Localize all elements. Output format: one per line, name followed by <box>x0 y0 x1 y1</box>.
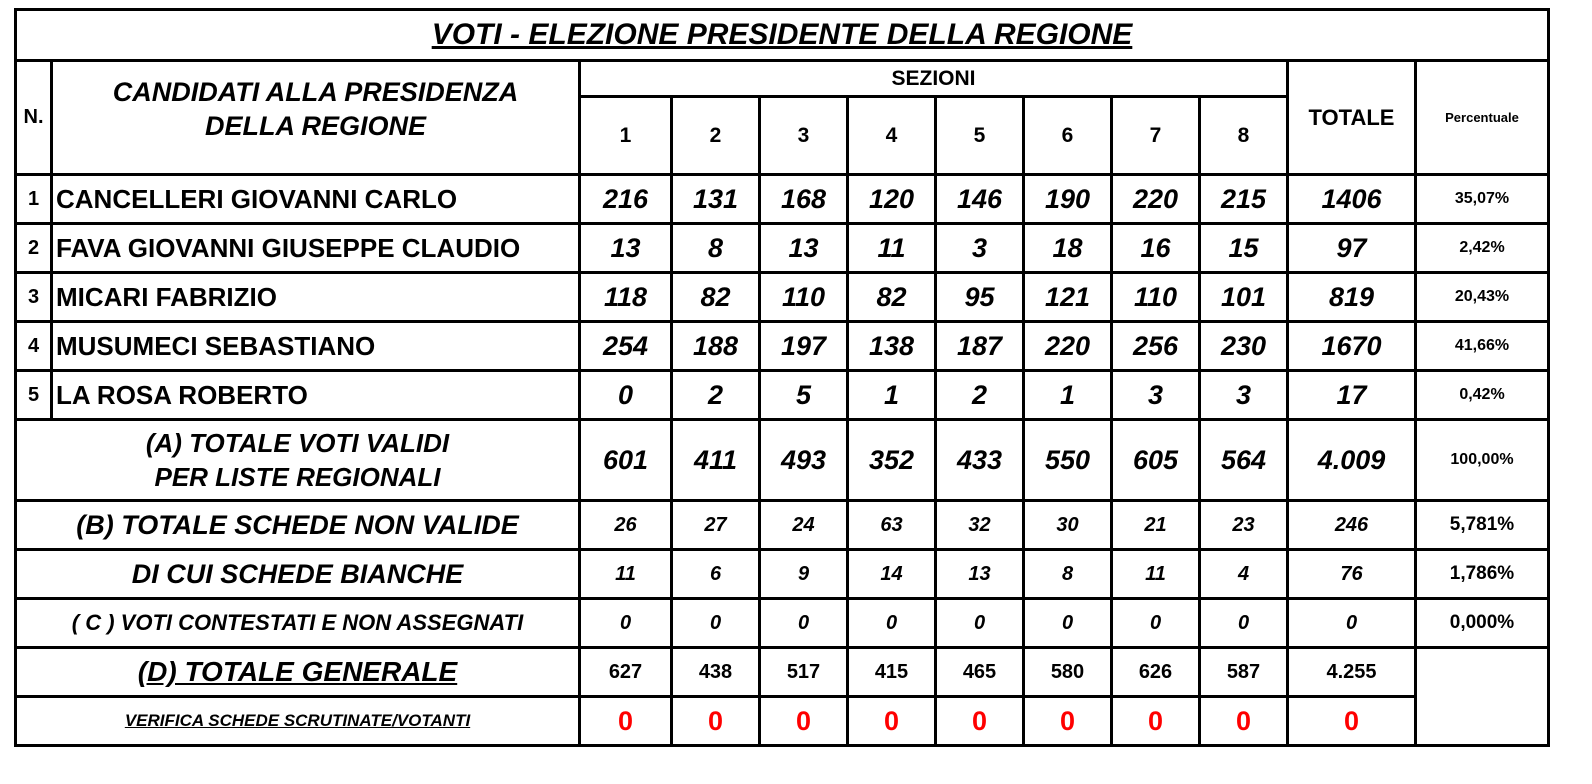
general-total-value: 517 <box>760 648 848 697</box>
candidate-name: CANCELLERI GIOVANNI CARLO <box>52 175 580 224</box>
candidate-row <box>16 224 1549 273</box>
general-total-value: 587 <box>1200 648 1288 697</box>
section-votes: 230 <box>1200 322 1288 371</box>
check-ballots-value: 0 <box>760 697 848 746</box>
blank-ballots-total: 76 <box>1288 550 1416 599</box>
valid-votes-value: 564 <box>1200 420 1288 501</box>
valid-votes-value: 493 <box>760 420 848 501</box>
blank-ballots-label: DI CUI SCHEDE BIANCHE <box>16 550 580 599</box>
candidate-name: MICARI FABRIZIO <box>52 273 580 322</box>
section-votes: 216 <box>580 175 672 224</box>
check-ballots-value: 0 <box>580 697 672 746</box>
section-header: 6 <box>1024 97 1112 175</box>
candidate-name: LA ROSA ROBERTO <box>52 371 580 420</box>
section-votes: 118 <box>580 273 672 322</box>
candidate-name: FAVA GIOVANNI GIUSEPPE CLAUDIO <box>52 224 580 273</box>
candidate-percent: 2,42% <box>1416 224 1549 273</box>
general-total-value: 580 <box>1024 648 1112 697</box>
candidate-name: MUSUMECI SEBASTIANO <box>52 322 580 371</box>
section-votes: 2 <box>672 371 760 420</box>
candidate-number: 5 <box>16 371 52 420</box>
section-votes: 220 <box>1024 322 1112 371</box>
results-table <box>14 8 1550 747</box>
section-votes: 82 <box>672 273 760 322</box>
contested-votes-row <box>16 599 1549 648</box>
candidate-percent: 0,42% <box>1416 371 1549 420</box>
invalid-ballots-value: 63 <box>848 501 936 550</box>
section-votes: 110 <box>760 273 848 322</box>
candidate-number: 3 <box>16 273 52 322</box>
header-total: TOTALE <box>1288 61 1416 175</box>
section-header: 4 <box>848 97 936 175</box>
section-votes: 101 <box>1200 273 1288 322</box>
contested-votes-value: 0 <box>760 599 848 648</box>
section-votes: 188 <box>672 322 760 371</box>
results-sheet <box>14 8 1550 747</box>
section-votes: 3 <box>1200 371 1288 420</box>
section-header: 7 <box>1112 97 1200 175</box>
blank-ballots-value: 13 <box>936 550 1024 599</box>
candidate-total: 17 <box>1288 371 1416 420</box>
check-ballots-value: 0 <box>672 697 760 746</box>
header-candidates <box>52 61 580 175</box>
candidate-number: 4 <box>16 322 52 371</box>
section-votes: 3 <box>936 224 1024 273</box>
blank-ballots-value: 14 <box>848 550 936 599</box>
contested-votes-value: 0 <box>580 599 672 648</box>
header-sections: SEZIONI <box>580 61 1288 97</box>
header-candidates-line2: DELLA REGIONE <box>204 110 426 141</box>
section-header: 3 <box>760 97 848 175</box>
valid-votes-label <box>16 420 580 501</box>
section-votes: 131 <box>672 175 760 224</box>
blank-ballots-value: 4 <box>1200 550 1288 599</box>
section-votes: 254 <box>580 322 672 371</box>
invalid-ballots-row <box>16 501 1549 550</box>
blank-ballots-value: 11 <box>1112 550 1200 599</box>
valid-votes-total: 4.009 <box>1288 420 1416 501</box>
check-ballots-value: 0 <box>1024 697 1112 746</box>
candidate-percent: 41,66% <box>1416 322 1549 371</box>
section-votes: 3 <box>1112 371 1200 420</box>
section-votes: 110 <box>1112 273 1200 322</box>
contested-votes-value: 0 <box>672 599 760 648</box>
valid-votes-value: 605 <box>1112 420 1200 501</box>
contested-votes-value: 0 <box>936 599 1024 648</box>
valid-votes-label-line1: (A) TOTALE VOTI VALIDI <box>145 428 450 458</box>
invalid-ballots-value: 26 <box>580 501 672 550</box>
valid-votes-value: 352 <box>848 420 936 501</box>
invalid-ballots-value: 23 <box>1200 501 1288 550</box>
candidate-number: 2 <box>16 224 52 273</box>
section-votes: 5 <box>760 371 848 420</box>
general-total-value: 465 <box>936 648 1024 697</box>
contested-votes-value: 0 <box>1024 599 1112 648</box>
section-votes: 1 <box>848 371 936 420</box>
section-votes: 16 <box>1112 224 1200 273</box>
section-votes: 15 <box>1200 224 1288 273</box>
check-ballots-total: 0 <box>1288 697 1416 746</box>
section-votes: 8 <box>672 224 760 273</box>
section-votes: 215 <box>1200 175 1288 224</box>
blank-ballots-value: 8 <box>1024 550 1112 599</box>
general-total-value: 627 <box>580 648 672 697</box>
blank-ballots-value: 11 <box>580 550 672 599</box>
section-header: 2 <box>672 97 760 175</box>
check-ballots-value: 0 <box>848 697 936 746</box>
contested-votes-total: 0 <box>1288 599 1416 648</box>
header-percent: Percentuale <box>1416 61 1549 175</box>
section-votes: 190 <box>1024 175 1112 224</box>
section-votes: 0 <box>580 371 672 420</box>
section-votes: 11 <box>848 224 936 273</box>
section-votes: 2 <box>936 371 1024 420</box>
invalid-ballots-label: (B) TOTALE SCHEDE NON VALIDE <box>16 501 580 550</box>
section-votes: 13 <box>760 224 848 273</box>
section-votes: 18 <box>1024 224 1112 273</box>
section-votes: 120 <box>848 175 936 224</box>
candidate-total: 819 <box>1288 273 1416 322</box>
invalid-ballots-value: 24 <box>760 501 848 550</box>
candidate-percent: 20,43% <box>1416 273 1549 322</box>
contested-votes-value: 0 <box>1200 599 1288 648</box>
check-ballots-label: VERIFICA SCHEDE SCRUTINATE/VOTANTI <box>16 697 580 746</box>
candidate-total: 1406 <box>1288 175 1416 224</box>
candidate-row <box>16 322 1549 371</box>
section-header: 1 <box>580 97 672 175</box>
section-votes: 13 <box>580 224 672 273</box>
empty-percent-cell <box>1416 648 1549 746</box>
general-total-row <box>16 648 1549 697</box>
blank-ballots-value: 9 <box>760 550 848 599</box>
general-total-value: 438 <box>672 648 760 697</box>
valid-votes-percent: 100,00% <box>1416 420 1549 501</box>
general-total-value: 626 <box>1112 648 1200 697</box>
valid-votes-row <box>16 420 1549 501</box>
section-votes: 95 <box>936 273 1024 322</box>
contested-votes-value: 0 <box>1112 599 1200 648</box>
section-votes: 168 <box>760 175 848 224</box>
blank-ballots-value: 6 <box>672 550 760 599</box>
valid-votes-value: 433 <box>936 420 1024 501</box>
section-votes: 146 <box>936 175 1024 224</box>
blank-ballots-percent: 1,786% <box>1416 550 1549 599</box>
candidate-percent: 35,07% <box>1416 175 1549 224</box>
header-candidates-line1: CANDIDATI ALLA PRESIDENZA <box>112 76 519 107</box>
section-votes: 256 <box>1112 322 1200 371</box>
contested-votes-label: ( C ) VOTI CONTESTATI E NON ASSEGNATI <box>16 599 580 648</box>
header-number: N. <box>16 61 52 175</box>
invalid-ballots-value: 32 <box>936 501 1024 550</box>
general-total-total: 4.255 <box>1288 648 1416 697</box>
valid-votes-label-line2: PER LISTE REGIONALI <box>154 462 441 492</box>
check-ballots-row <box>16 697 1549 746</box>
section-votes: 197 <box>760 322 848 371</box>
candidate-row <box>16 273 1549 322</box>
check-ballots-value: 0 <box>936 697 1024 746</box>
section-votes: 220 <box>1112 175 1200 224</box>
valid-votes-value: 411 <box>672 420 760 501</box>
invalid-ballots-value: 27 <box>672 501 760 550</box>
section-votes: 121 <box>1024 273 1112 322</box>
general-total-value: 415 <box>848 648 936 697</box>
contested-votes-percent: 0,000% <box>1416 599 1549 648</box>
general-total-label: (D) TOTALE GENERALE <box>16 648 580 697</box>
valid-votes-value: 601 <box>580 420 672 501</box>
contested-votes-value: 0 <box>848 599 936 648</box>
candidate-row <box>16 175 1549 224</box>
check-ballots-value: 0 <box>1200 697 1288 746</box>
check-ballots-value: 0 <box>1112 697 1200 746</box>
section-votes: 82 <box>848 273 936 322</box>
section-header: 5 <box>936 97 1024 175</box>
section-votes: 1 <box>1024 371 1112 420</box>
invalid-ballots-value: 30 <box>1024 501 1112 550</box>
blank-ballots-row <box>16 550 1549 599</box>
candidate-row <box>16 371 1549 420</box>
invalid-ballots-percent: 5,781% <box>1416 501 1549 550</box>
candidate-number: 1 <box>16 175 52 224</box>
invalid-ballots-total: 246 <box>1288 501 1416 550</box>
candidate-total: 97 <box>1288 224 1416 273</box>
page-title: VOTI - ELEZIONE PRESIDENTE DELLA REGIONE <box>16 10 1549 61</box>
section-header: 8 <box>1200 97 1288 175</box>
valid-votes-value: 550 <box>1024 420 1112 501</box>
invalid-ballots-value: 21 <box>1112 501 1200 550</box>
section-votes: 187 <box>936 322 1024 371</box>
section-votes: 138 <box>848 322 936 371</box>
candidate-total: 1670 <box>1288 322 1416 371</box>
